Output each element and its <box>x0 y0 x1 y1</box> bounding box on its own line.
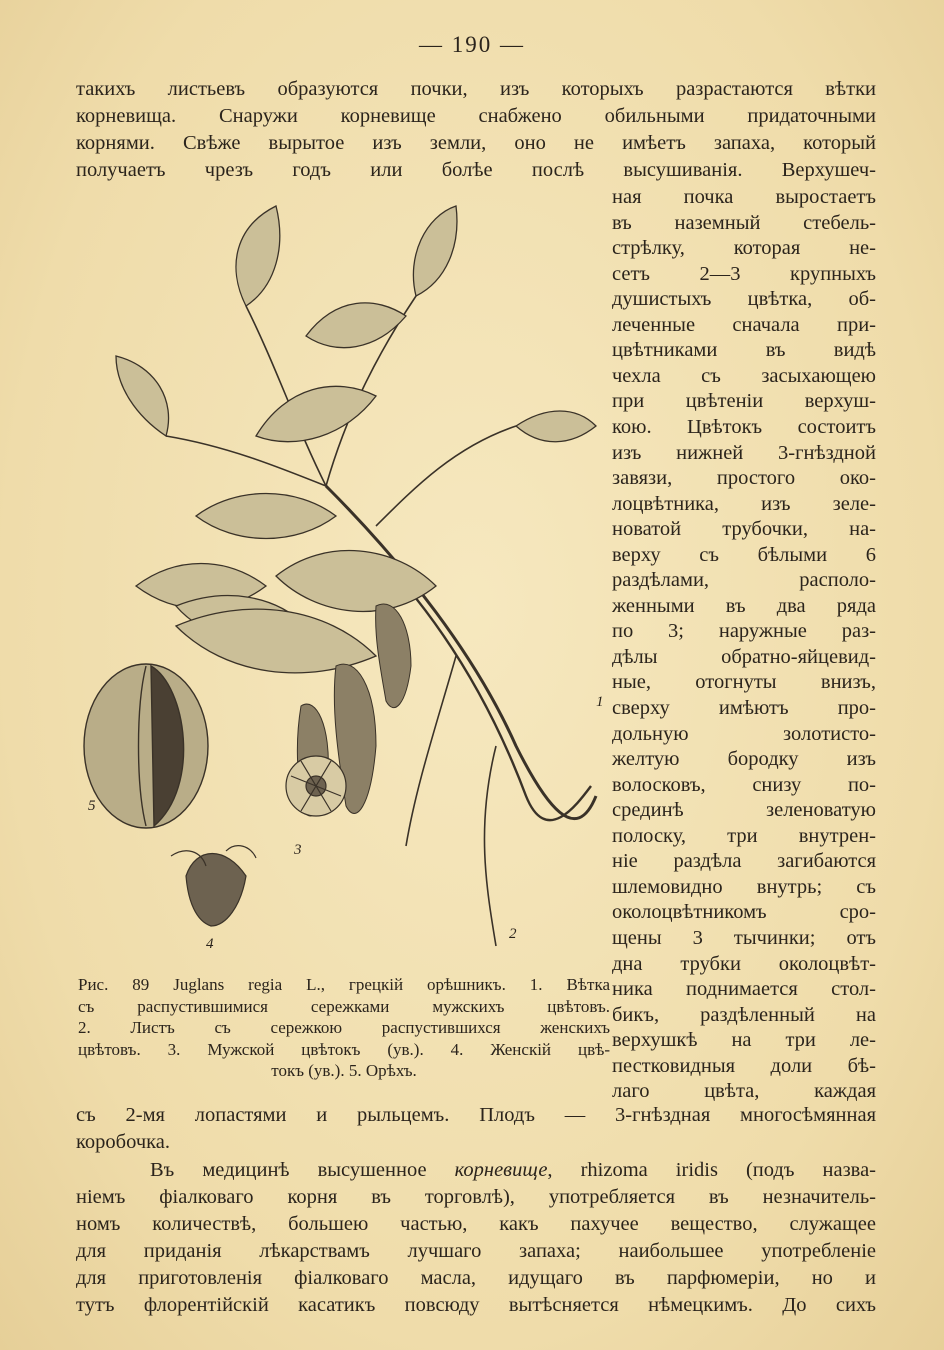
text-line: корнями. Свѣже вырытое изъ земли, оно не имѣетъ запаха, который <box>76 132 876 154</box>
caption-line: Рис. 89 Juglans regia L., грецкій орѣшникъ. 1. Вѣтка <box>78 975 610 994</box>
text-line: женными въ два ряда <box>612 594 876 617</box>
text-line: ніе раздѣла загибаются <box>612 850 876 873</box>
text-line: чехла съ засыхающею <box>612 364 876 387</box>
text-line: такихъ листьевъ образуются почки, изъ которыхъ разрастаются вѣтки <box>76 78 876 100</box>
text-line: шлемовидно внутрь; съ <box>612 875 876 898</box>
caption-line: съ распустившимися сережками мужскихъ цвѣтовъ. <box>78 996 610 1016</box>
text-line: ніемъ фіалковаго корня въ торговлѣ), употребляется въ незначитель- <box>76 1186 876 1208</box>
figure-caption <box>78 974 610 1082</box>
text-line: лоцвѣтника, изъ зеле- <box>612 492 876 515</box>
text-line: лаго цвѣта, каждая <box>612 1080 876 1103</box>
text-line: полоску, три внутрен- <box>612 824 876 847</box>
walnut-illustration <box>76 186 606 966</box>
text-line: ная почка выростаетъ <box>612 186 876 208</box>
text-line: дѣлы обратно-яйцевид- <box>612 645 876 668</box>
figure-label-3: 3 <box>294 842 302 858</box>
text-line: сетъ 2—3 крупныхъ <box>612 262 876 285</box>
text-line: стрѣлку, которая не- <box>612 237 876 260</box>
text-line: дольную золотисто- <box>612 722 876 745</box>
text-line: околоцвѣтникомъ сро- <box>612 901 876 924</box>
caption-line: цвѣтовъ. 3. Мужской цвѣтокъ (ув.). 4. Женскій цвѣ- <box>78 1039 610 1059</box>
text-line: волосковъ, снизу по- <box>612 773 876 796</box>
text-line: изъ нижней 3-гнѣздной <box>612 441 876 464</box>
text-line: при цвѣтеніи верхуш- <box>612 390 876 413</box>
caption-line: токъ (ув.). 5. Орѣхъ. <box>271 1061 417 1080</box>
text-line: тутъ флорентійскій касатикъ повсюду вытѣсняется нѣмецкимъ. До сихъ <box>76 1294 876 1316</box>
text-line: въ наземный стебель- <box>612 211 876 234</box>
text-line: раздѣлами, располо- <box>612 569 876 592</box>
page-number: — 190 — <box>419 32 525 57</box>
text-line: ника поднимается стол- <box>612 978 876 1001</box>
text-line: съ 2-мя лопастями и рыльцемъ. Плодъ — 3-гнѣздная многосѣмянная <box>76 1104 876 1126</box>
text-line: цвѣтниками въ видѣ <box>612 339 876 362</box>
paragraph-first-line <box>150 1157 876 1184</box>
text-segment: , rhizoma iridis (подъ назва- <box>547 1159 877 1181</box>
text-line: сверху имѣютъ про- <box>612 697 876 719</box>
text-line: для приготовленія фіалковаго масла, идущаго въ парфюмеріи, но и <box>76 1267 876 1289</box>
text-line: получаетъ чрезъ годъ или болѣе послѣ высушиванія. Верхушеч- <box>76 159 876 181</box>
text-line: корневища. Снаружи корневище снабжено обильными придаточными <box>76 105 876 127</box>
text-segment: Въ медицинѣ высушенное <box>150 1159 455 1181</box>
caption-line: 2. Листъ съ сережкою распустившихся женскихъ <box>78 1018 610 1037</box>
text-line: бикъ, раздѣленный на <box>612 1003 876 1026</box>
figure-label-5: 5 <box>88 798 96 814</box>
text-line: завязи, простого око- <box>612 467 876 490</box>
text-line: коробочка. <box>76 1131 171 1153</box>
text-line: ные, отогнуты внизъ, <box>612 671 876 694</box>
text-line: для приданія лѣкарствамъ лучшаго запаха; наибольшее употребленіе <box>76 1240 876 1262</box>
walnut-branch-drawing <box>76 186 606 966</box>
text-line: дна трубки околоцвѣт- <box>612 952 876 975</box>
figure-label-1: 1 <box>596 694 604 710</box>
text-line: по 3; наружные раз- <box>612 620 876 643</box>
text-line: новатой трубочки, на- <box>612 518 876 541</box>
text-line: леченные сначала при- <box>612 313 876 336</box>
text-line: пестковидныя доли бѣ- <box>612 1054 876 1077</box>
text-line: кою. Цвѣтокъ состоитъ <box>612 415 876 438</box>
text-line: срединѣ зеленоватую <box>612 799 876 822</box>
figure-label-4: 4 <box>206 936 214 952</box>
text-line: желтую бородку изъ <box>612 748 876 771</box>
text-line: верху съ бѣлыми 6 <box>612 543 876 566</box>
figure-label-2: 2 <box>509 926 517 942</box>
italic-term: корневище <box>454 1159 548 1181</box>
text-line: щены 3 тычинки; отъ <box>612 926 876 949</box>
text-line: верхушкѣ на три ле- <box>612 1029 876 1052</box>
text-line: душистыхъ цвѣтка, об- <box>612 288 876 311</box>
text-line: номъ количествѣ, большею частью, какъ пахучее вещество, служащее <box>76 1213 876 1235</box>
